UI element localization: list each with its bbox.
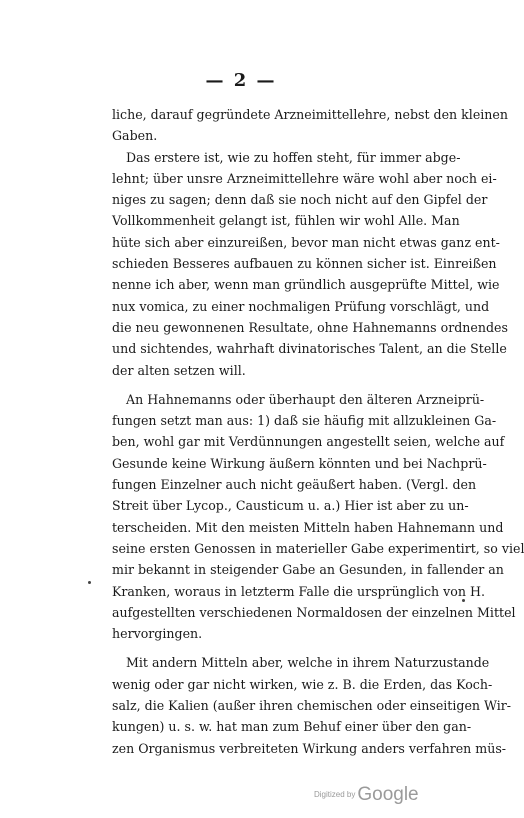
paragraph-1 <box>112 104 508 147</box>
text-line: terscheiden. Mit den meisten Mitteln haben Hahnemann und <box>112 519 504 535</box>
text-line: nenne ich aber, wenn man gründlich ausgeprüfte Mittel, wie <box>112 277 500 293</box>
text-line: Kranken, woraus in letzterm Falle die ursprünglich von H. <box>112 583 485 599</box>
paragraph-2 <box>112 147 508 381</box>
text-line: nux vomica, zu einer nochmaligen Prüfung vorschlägt, und <box>112 298 490 314</box>
text-line: fungen setzt man aus: 1) daß sie häufig mit allzukleinen Ga- <box>112 413 497 429</box>
print-speck <box>462 599 465 602</box>
text-line: wenig oder gar nicht wirken, wie z. B. die Erden, das Koch- <box>112 676 493 692</box>
google-logo: Google <box>357 784 419 805</box>
text-line: die neu gewonnenen Resultate, ohne Hahnemanns ordnendes <box>112 319 508 335</box>
text-line: lehnt; über unsre Arzneimittellehre wäre wohl aber noch ei- <box>112 170 497 186</box>
text-line: Gaben. <box>112 128 158 144</box>
text-line: fungen Einzelner auch nicht geäußert haben. (Vergl. den <box>112 477 477 493</box>
text-line: aufgestellten verschiedenen Normaldosen der einzelnen Mittel <box>112 604 516 620</box>
body-text <box>112 104 524 759</box>
text-line: seine ersten Genossen in materieller Gabe experimentirt, so viel <box>112 540 524 556</box>
text-line: ben, wohl gar mit Verdünnungen angestellt seien, welche auf <box>112 434 505 450</box>
print-speck <box>88 581 91 584</box>
text-line: schieden Besseres aufbauen zu können sicher ist. Einreißen <box>112 256 497 272</box>
paragraph-4 <box>112 652 512 758</box>
text-line: mir bekannt in steigender Gabe an Gesunden, in fallender an <box>112 562 504 578</box>
text-line: der alten setzen will. <box>112 362 246 378</box>
text-line: Streit über Lycop., Causticum u. a.) Hier ist aber zu un- <box>112 498 469 514</box>
text-line: An Hahnemanns oder überhaupt den älteren Arzneiprü- <box>126 391 485 407</box>
text-line: Gesunde keine Wirkung äußern könnten und bei Nachprü- <box>112 455 487 471</box>
text-line: und sichtendes, wahrhaft divinatorisches Talent, an die Stelle <box>112 341 507 357</box>
text-line: salz, die Kalien (außer ihren chemischen oder einseitigen Wir- <box>112 698 512 714</box>
google-watermark <box>314 784 419 806</box>
text-line: kungen) u. s. w. hat man zum Behuf einer über den gan- <box>112 719 472 735</box>
paragraph-3 <box>112 389 524 645</box>
text-line: zen Organismus verbreiteten Wirkung anders verfahren müs- <box>112 740 507 756</box>
page-number: — 2 — <box>205 70 277 91</box>
text-line: hervorgingen. <box>112 626 203 642</box>
text-line: niges zu sagen; denn daß sie noch nicht auf den Gipfel der <box>112 192 488 208</box>
text-line: hüte sich aber einzureißen, bevor man nicht etwas ganz ent- <box>112 234 500 250</box>
text-line: Vollkommenheit gelangt ist, fühlen wir wohl Alle. Man <box>112 213 460 229</box>
watermark-prefix: Digitized by <box>314 790 356 799</box>
text-line: Mit andern Mitteln aber, welche in ihrem Naturzustande <box>126 655 490 671</box>
text-line: Das erstere ist, wie zu hoffen steht, für immer abge- <box>126 149 461 165</box>
text-line: liche, darauf gegründete Arzneimittellehre, nebst den kleinen <box>112 107 508 122</box>
